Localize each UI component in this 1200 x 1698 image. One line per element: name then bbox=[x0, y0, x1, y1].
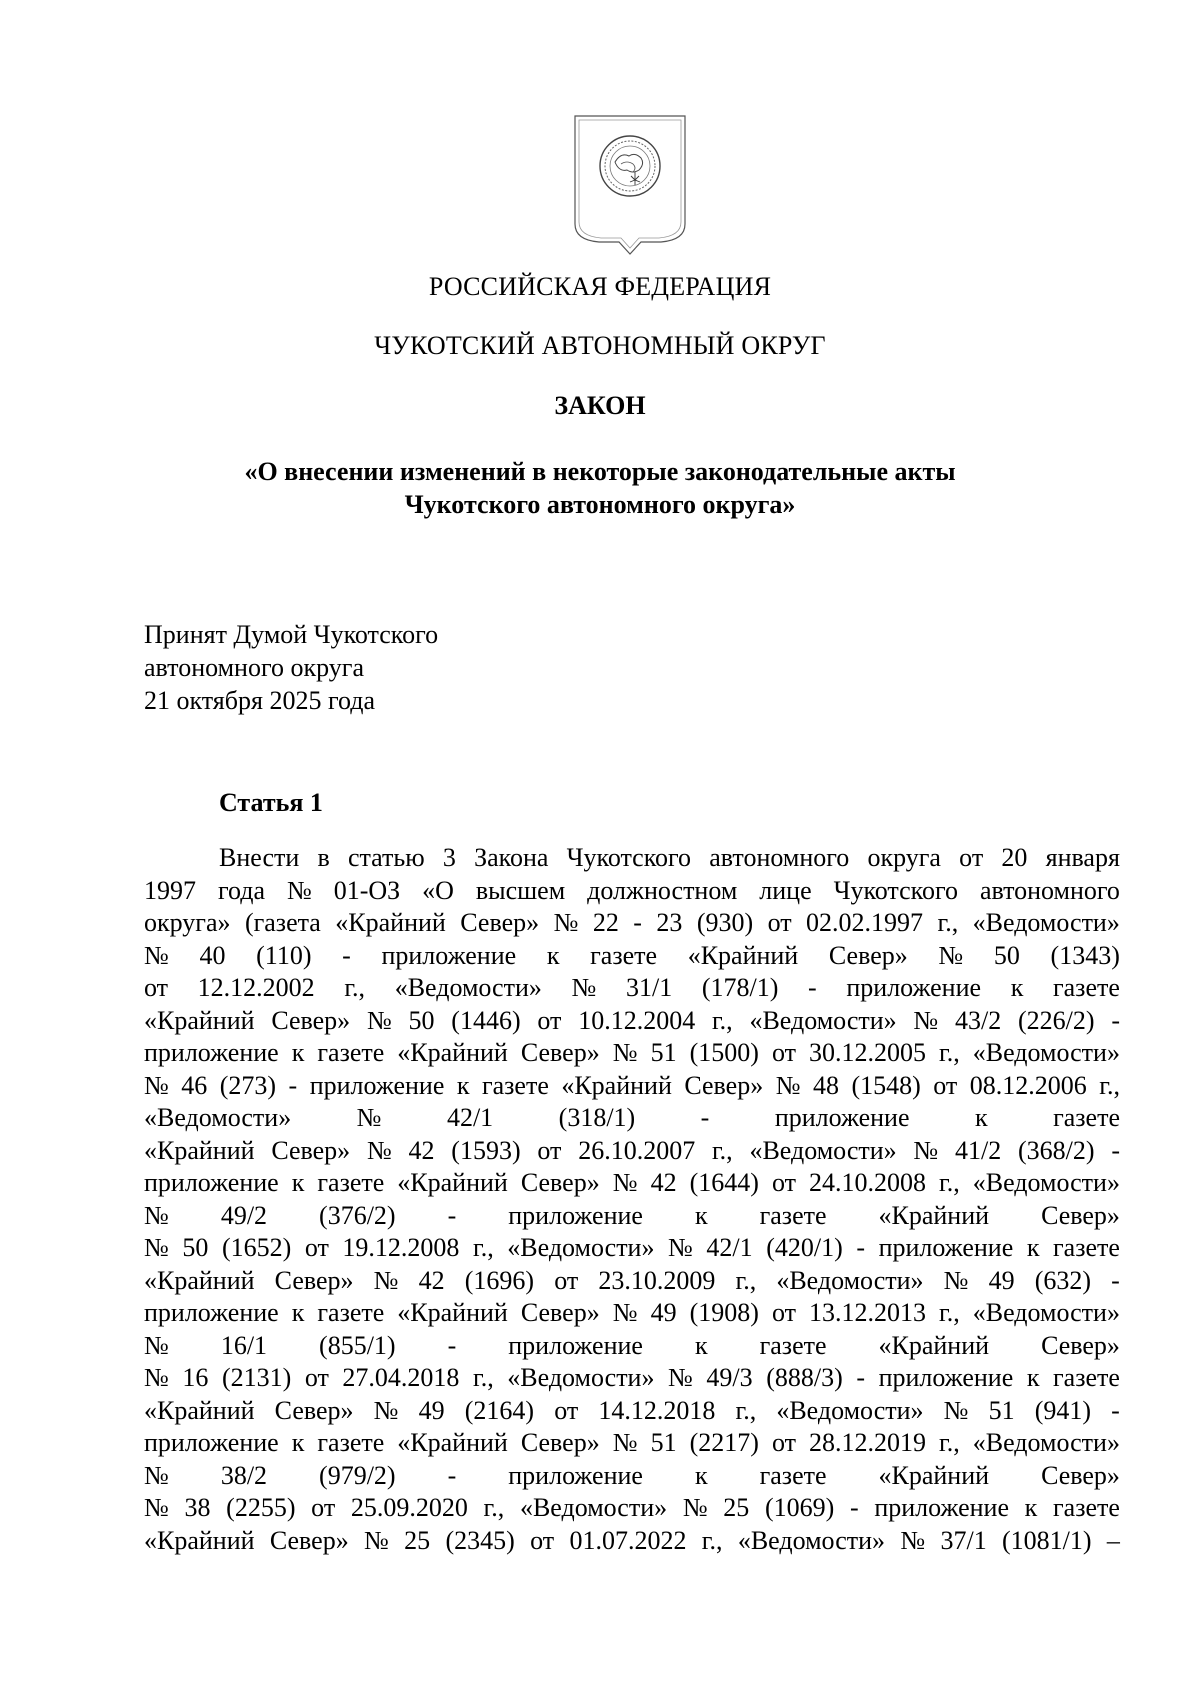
document-type: ЗАКОН bbox=[554, 391, 646, 420]
adoption-line-2: автономного округа bbox=[144, 653, 364, 682]
article-body bbox=[144, 842, 1120, 1557]
article-body-line: «Крайний Север» № 50 (1446) от 10.12.2004 г., «Ведомости» № 43/2 (226/2) - bbox=[144, 1005, 1120, 1035]
law-title bbox=[0, 455, 1200, 521]
region-name: ЧУКОТСКИЙ АВТОНОМНЫЙ ОКРУГ bbox=[374, 331, 826, 360]
article-body-line: 1997 года № 01-ОЗ «О высшем должностном лице Чукотского автономного bbox=[144, 875, 1120, 905]
article-body-line: № 50 (1652) от 19.12.2008 г., «Ведомости» № 42/1 (420/1) - приложение к газете bbox=[144, 1233, 1120, 1262]
country-name: РОССИЙСКАЯ ФЕДЕРАЦИЯ bbox=[428, 272, 772, 301]
adoption-info bbox=[144, 618, 438, 717]
article-body-line: от 12.12.2002 г., «Ведомости» № 31/1 (178/1) - приложение к газете bbox=[144, 973, 1120, 1002]
article-body-line: № 49/2 (376/2) - приложение к газете «Крайний Север» bbox=[144, 1200, 1120, 1230]
article-body-line: приложение к газете «Крайний Север» № 49 (1908) от 13.12.2013 г., «Ведомости» bbox=[144, 1298, 1120, 1327]
article-body-line: № 40 (110) - приложение к газете «Крайний Север» № 50 (1343) bbox=[144, 940, 1120, 970]
article-body-line: № 16 (2131) от 27.04.2018 г., «Ведомости» № 49/3 (888/3) - приложение к газете bbox=[144, 1363, 1120, 1392]
article-body-line: № 38 (2255) от 25.09.2020 г., «Ведомости» № 25 (1069) - приложение к газете bbox=[144, 1493, 1120, 1522]
coat-of-arms-icon bbox=[571, 112, 689, 262]
adoption-line-1: Принят Думой Чукотского bbox=[144, 620, 439, 649]
law-title-line-1: «О внесении изменений в некоторые законодательные акты bbox=[244, 457, 956, 486]
article-heading: Статья 1 bbox=[219, 788, 323, 817]
article-body-line: Внести в статью 3 Закона Чукотского автономного округа от 20 января bbox=[219, 843, 1120, 872]
article-body-line: № 46 (273) - приложение к газете «Крайний Север» № 48 (1548) от 08.12.2006 г., bbox=[144, 1070, 1120, 1100]
article-body-line: приложение к газете «Крайний Север» № 51 (1500) от 30.12.2005 г., «Ведомости» bbox=[144, 1038, 1120, 1067]
law-title-line-2: Чукотского автономного округа» bbox=[404, 490, 796, 519]
article-body-line: «Крайний Север» № 42 (1593) от 26.10.2007 г., «Ведомости» № 41/2 (368/2) - bbox=[144, 1135, 1120, 1165]
adoption-date: 21 октября 2025 года bbox=[144, 686, 375, 715]
article-body-line: № 38/2 (979/2) - приложение к газете «Крайний Север» bbox=[144, 1460, 1120, 1490]
article-body-line: «Крайний Север» № 25 (2345) от 01.07.2022 г., «Ведомости» № 37/1 (1081/1) – bbox=[144, 1525, 1120, 1555]
article-body-line: «Крайний Север» № 49 (2164) от 14.12.2018 г., «Ведомости» № 51 (941) - bbox=[144, 1395, 1120, 1425]
article-body-line: № 16/1 (855/1) - приложение к газете «Крайний Север» bbox=[144, 1330, 1120, 1360]
article-body-line: приложение к газете «Крайний Север» № 51 (2217) от 28.12.2019 г., «Ведомости» bbox=[144, 1428, 1120, 1457]
article-body-line: округа» (газета «Крайний Север» № 22 - 23 (930) от 02.02.1997 г., «Ведомости» bbox=[144, 908, 1120, 937]
article-body-line: «Крайний Север» № 42 (1696) от 23.10.2009 г., «Ведомости» № 49 (632) - bbox=[144, 1265, 1120, 1295]
article-body-line: приложение к газете «Крайний Север» № 42 (1644) от 24.10.2008 г., «Ведомости» bbox=[144, 1168, 1120, 1197]
article-body-line: «Ведомости» № 42/1 (318/1) - приложение к газете bbox=[144, 1103, 1120, 1132]
